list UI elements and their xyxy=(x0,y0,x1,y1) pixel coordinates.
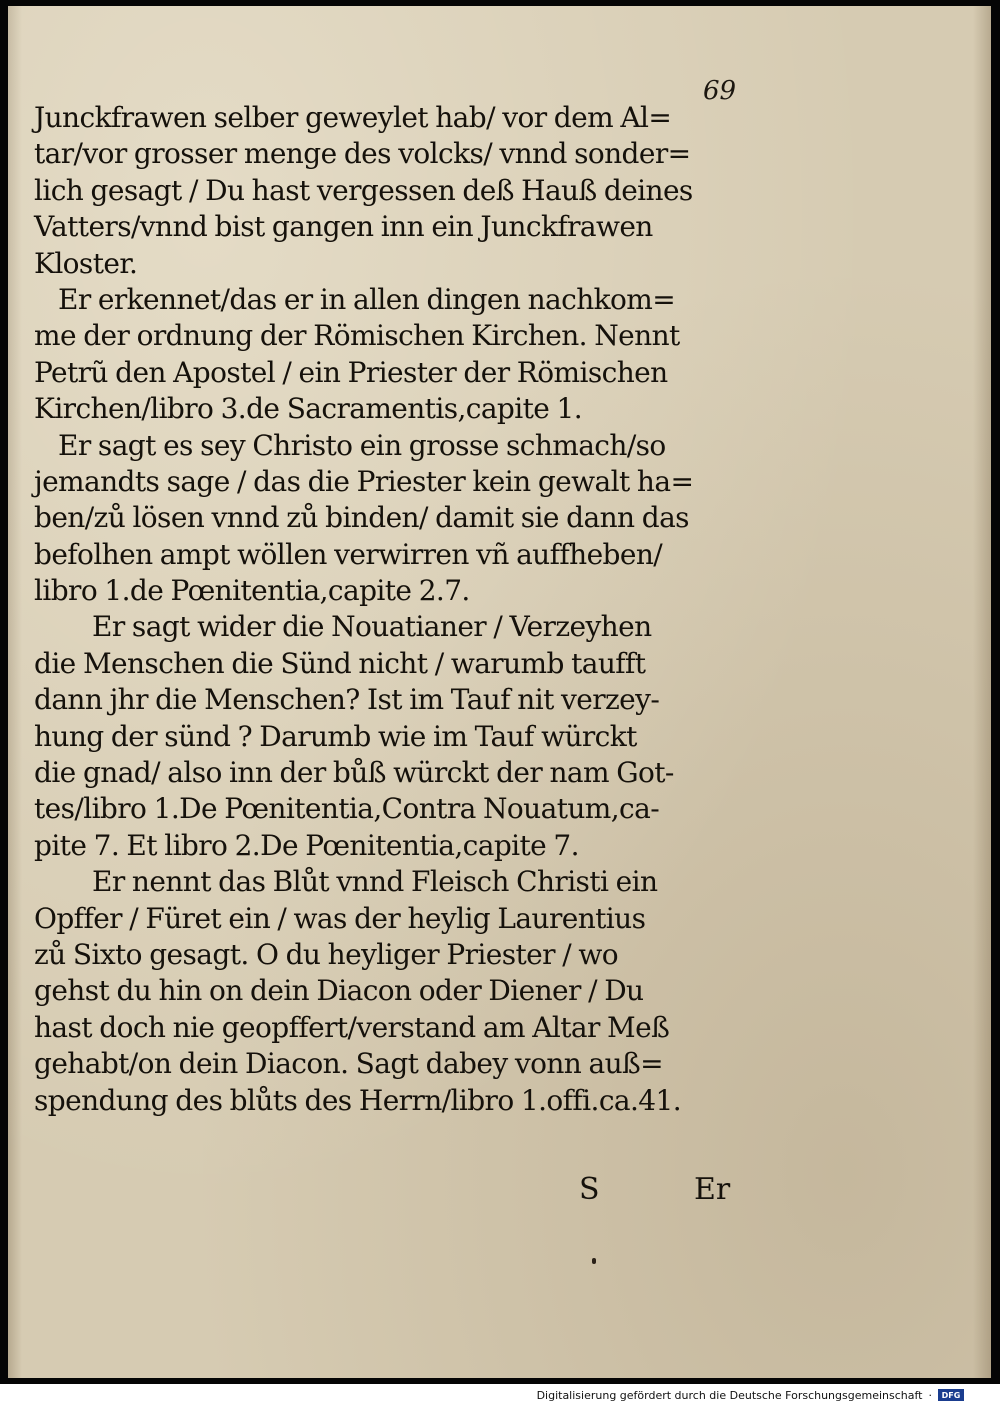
text-line: Kloster. xyxy=(34,246,138,280)
digitization-credit xyxy=(537,1386,964,1404)
text-line: gehabt/on dein Diacon. Sagt dabey vonn auß= xyxy=(34,1047,663,1081)
text-line: Opffer / Füret ein / was der heylig Laurentius xyxy=(34,901,646,935)
separator: · xyxy=(928,1388,932,1402)
text-line: lich gesagt / Du hast vergessen deß Hauß deines xyxy=(34,173,693,207)
credit-text: Digitalisierung gefördert durch die Deutsche Forschungsgemeinschaft xyxy=(536,1388,923,1402)
text-line: me der ordnung der Römischen Kirchen. Nennt xyxy=(34,319,680,353)
text-line: spendung des blůts des Herrn/libro 1.offi.ca.41. xyxy=(34,1083,682,1117)
text-line: tes/libro 1.De Pœnitentia,Contra Nouatum,ca- xyxy=(34,792,660,826)
text-line: libro 1.de Pœnitentia,capite 2.7. xyxy=(34,574,470,608)
text-line: Kirchen/libro 3.de Sacramentis,capite 1. xyxy=(34,392,583,426)
text-line: tar/vor grosser menge des volcks/ vnnd sonder= xyxy=(34,137,691,171)
paper-speck xyxy=(592,1258,596,1264)
page-foot xyxy=(34,1172,744,1212)
text-line: Er nennt das Blůt vnnd Fleisch Christi ein xyxy=(92,865,658,899)
text-line: gehst du hin on dein Diacon oder Diener / Du xyxy=(34,974,644,1008)
body-text xyxy=(34,100,744,1119)
text-line: hung der sünd ? Darumb wie im Tauf würckt xyxy=(34,719,637,753)
text-line: jemandts sage / das die Priester kein gewalt ha= xyxy=(34,464,694,498)
text-line: die Menschen die Sünd nicht / warumb taufft xyxy=(34,646,646,680)
text-line: Er sagt es sey Christo ein grosse schmach/so xyxy=(58,428,666,462)
text-line: ben/zů lösen vnnd zů binden/ damit sie dann das xyxy=(34,501,689,535)
text-line: Junckfrawen selber geweylet hab/ vor dem Al= xyxy=(34,101,672,134)
folio-number: 69 xyxy=(703,76,737,106)
text-line: Vatters/vnnd bist gangen inn ein Junckfrawen xyxy=(34,210,653,244)
text-line: hast doch nie geopffert/verstand am Altar Meß xyxy=(34,1010,670,1044)
text-line: die gnad/ also inn der bůß würckt der nam Got- xyxy=(34,756,674,790)
text-line: Er sagt wider die Nouatianer / Verzeyhen xyxy=(92,610,652,644)
text-line: zů Sixto gesagt. O du heyliger Priester / wo xyxy=(34,937,618,971)
catchword: Er xyxy=(694,1172,731,1207)
text-line: pite 7. Et libro 2.De Pœnitentia,capite 7. xyxy=(34,828,579,862)
dfg-logo-icon: DFG xyxy=(938,1389,964,1401)
text-line: dann jhr die Menschen? Ist im Tauf nit verzey- xyxy=(34,683,660,717)
book-page xyxy=(8,6,991,1378)
signature-mark: S xyxy=(579,1172,600,1207)
text-line: Er erkennet/das er in allen dingen nachkom= xyxy=(58,282,676,316)
text-line: Petrũ den Apostel / ein Priester der Römischen xyxy=(34,355,668,389)
text-line: befolhen ampt wöllen verwirren vñ auffheben/ xyxy=(34,537,663,571)
